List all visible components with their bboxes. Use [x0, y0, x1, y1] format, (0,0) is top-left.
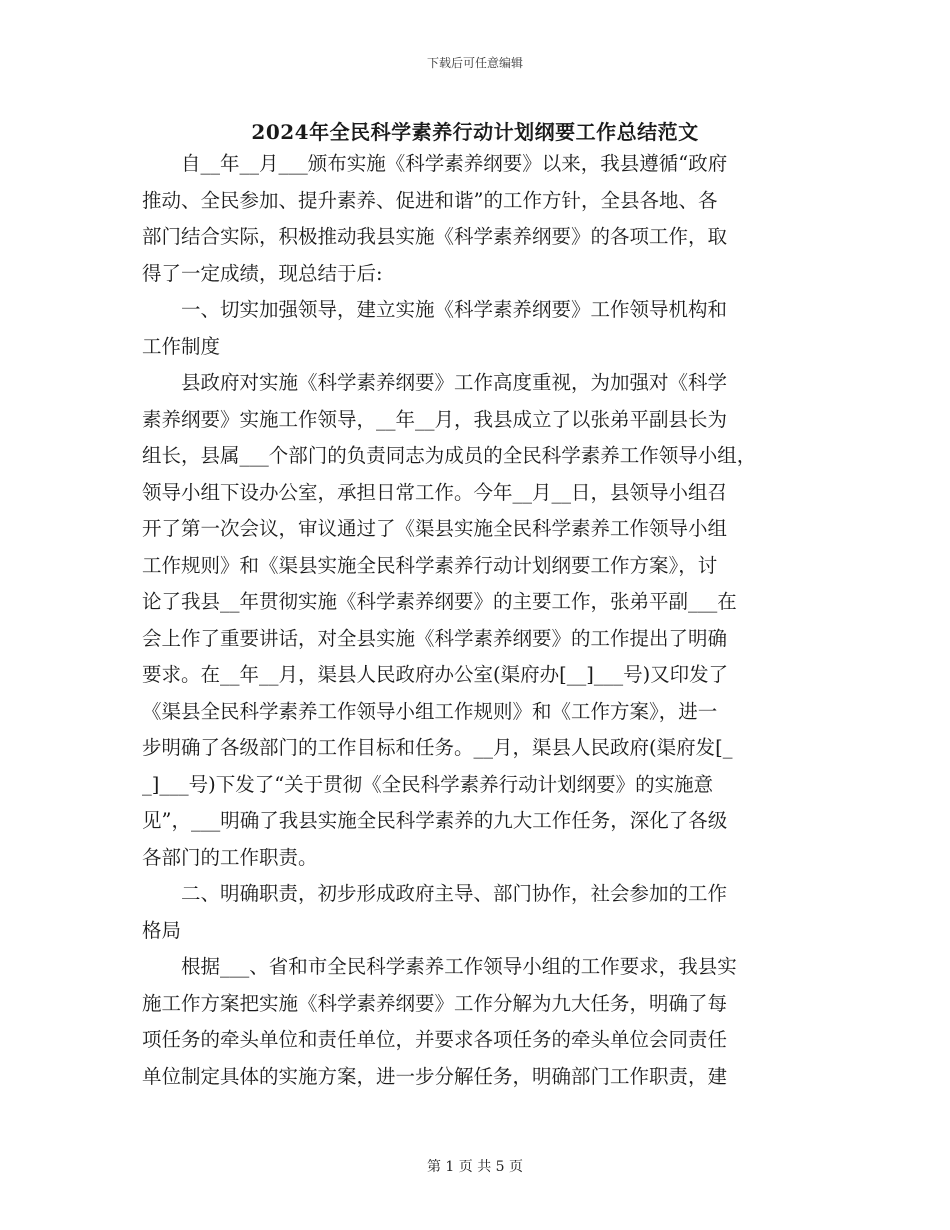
body-line: 步明确了各级部门的工作目标和任务。__月，渠县人民政府(渠府发[_	[142, 736, 733, 759]
body-line: 施工作方案把实施《科学素养纲要》工作分解为九大任务，明确了每	[142, 991, 728, 1015]
section-heading-line: 工作制度	[142, 334, 221, 358]
body-line: 会上作了重要讲话，对全县实施《科学素养纲要》的工作提出了明确	[142, 626, 728, 650]
page-number-footer: 第 1 页 共 5 页	[426, 1159, 524, 1175]
section-heading-line: 二、明确职责，初步形成政府主导、部门协作，社会参加的工作	[142, 882, 728, 905]
body-line: 《渠县全民科学素养工作领导小组工作规则》和《工作方案》，进一	[142, 699, 718, 723]
body-line: 自__年__月___颁布实施《科学素养纲要》以来，我县遵循“政府	[142, 152, 728, 175]
document-title: 2024年全民科学素养行动计划纲要工作总结范文	[251, 120, 699, 144]
body-line: 项任务的牵头单位和责任单位，并要求各项任务的牵头单位会同责任	[142, 1028, 728, 1051]
body-line: 根据___、省和市全民科学素养工作领导小组的工作要求，我县实	[142, 955, 737, 978]
body-line: 论了我县__年贯彻实施《科学素养纲要》的主要工作，张弟平副___在	[142, 590, 737, 613]
body-line: 要求。在__年__月，渠县人民政府办公室(渠府办[__]___号)又印发了	[142, 663, 729, 686]
body-line: 单位制定具体的实施方案，进一步分解任务，明确部门工作职责，建	[142, 1064, 728, 1088]
page-header-note: 下载后可任意编辑	[426, 56, 523, 70]
body-line: 部门结合实际，积极推动我县实施《科学素养纲要》的各项工作，取	[142, 225, 728, 248]
body-line: 领导小组下设办公室，承担日常工作。今年__月__日，县领导小组召	[142, 480, 728, 504]
section-heading-line: 一、切实加强领导，建立实施《科学素养纲要》工作领导机构和	[142, 298, 728, 321]
body-line: 组长，县属___个部门的负责同志为成员的全民科学素养工作领导小组，	[142, 444, 757, 467]
document-body	[142, 146, 808, 1095]
body-line: 各部门的工作职责。	[142, 845, 318, 869]
body-line: _]___号)下发了“关于贯彻《全民科学素养行动计划纲要》的实施意	[142, 772, 714, 796]
body-line: 开了第一次会议，审议通过了《渠县实施全民科学素养工作领导小组	[142, 517, 728, 540]
body-line: 得了一定成绩，现总结于后:	[142, 261, 383, 285]
body-line: 工作规则》和《渠县实施全民科学素养行动计划纲要工作方案》，讨	[142, 553, 718, 577]
body-line: 素养纲要》实施工作领导，__年__月，我县成立了以张弟平副县长为	[142, 407, 728, 431]
body-line: 县政府对实施《科学素养纲要》工作高度重视，为加强对《科学	[142, 371, 728, 394]
body-line: 推动、全民参加、提升素养、促进和谐”的工作方针，全县各地、各	[142, 188, 718, 212]
section-heading-line: 格局	[142, 918, 182, 942]
body-line: 见”，___明确了我县实施全民科学素养的九大工作任务，深化了各级	[142, 809, 728, 832]
